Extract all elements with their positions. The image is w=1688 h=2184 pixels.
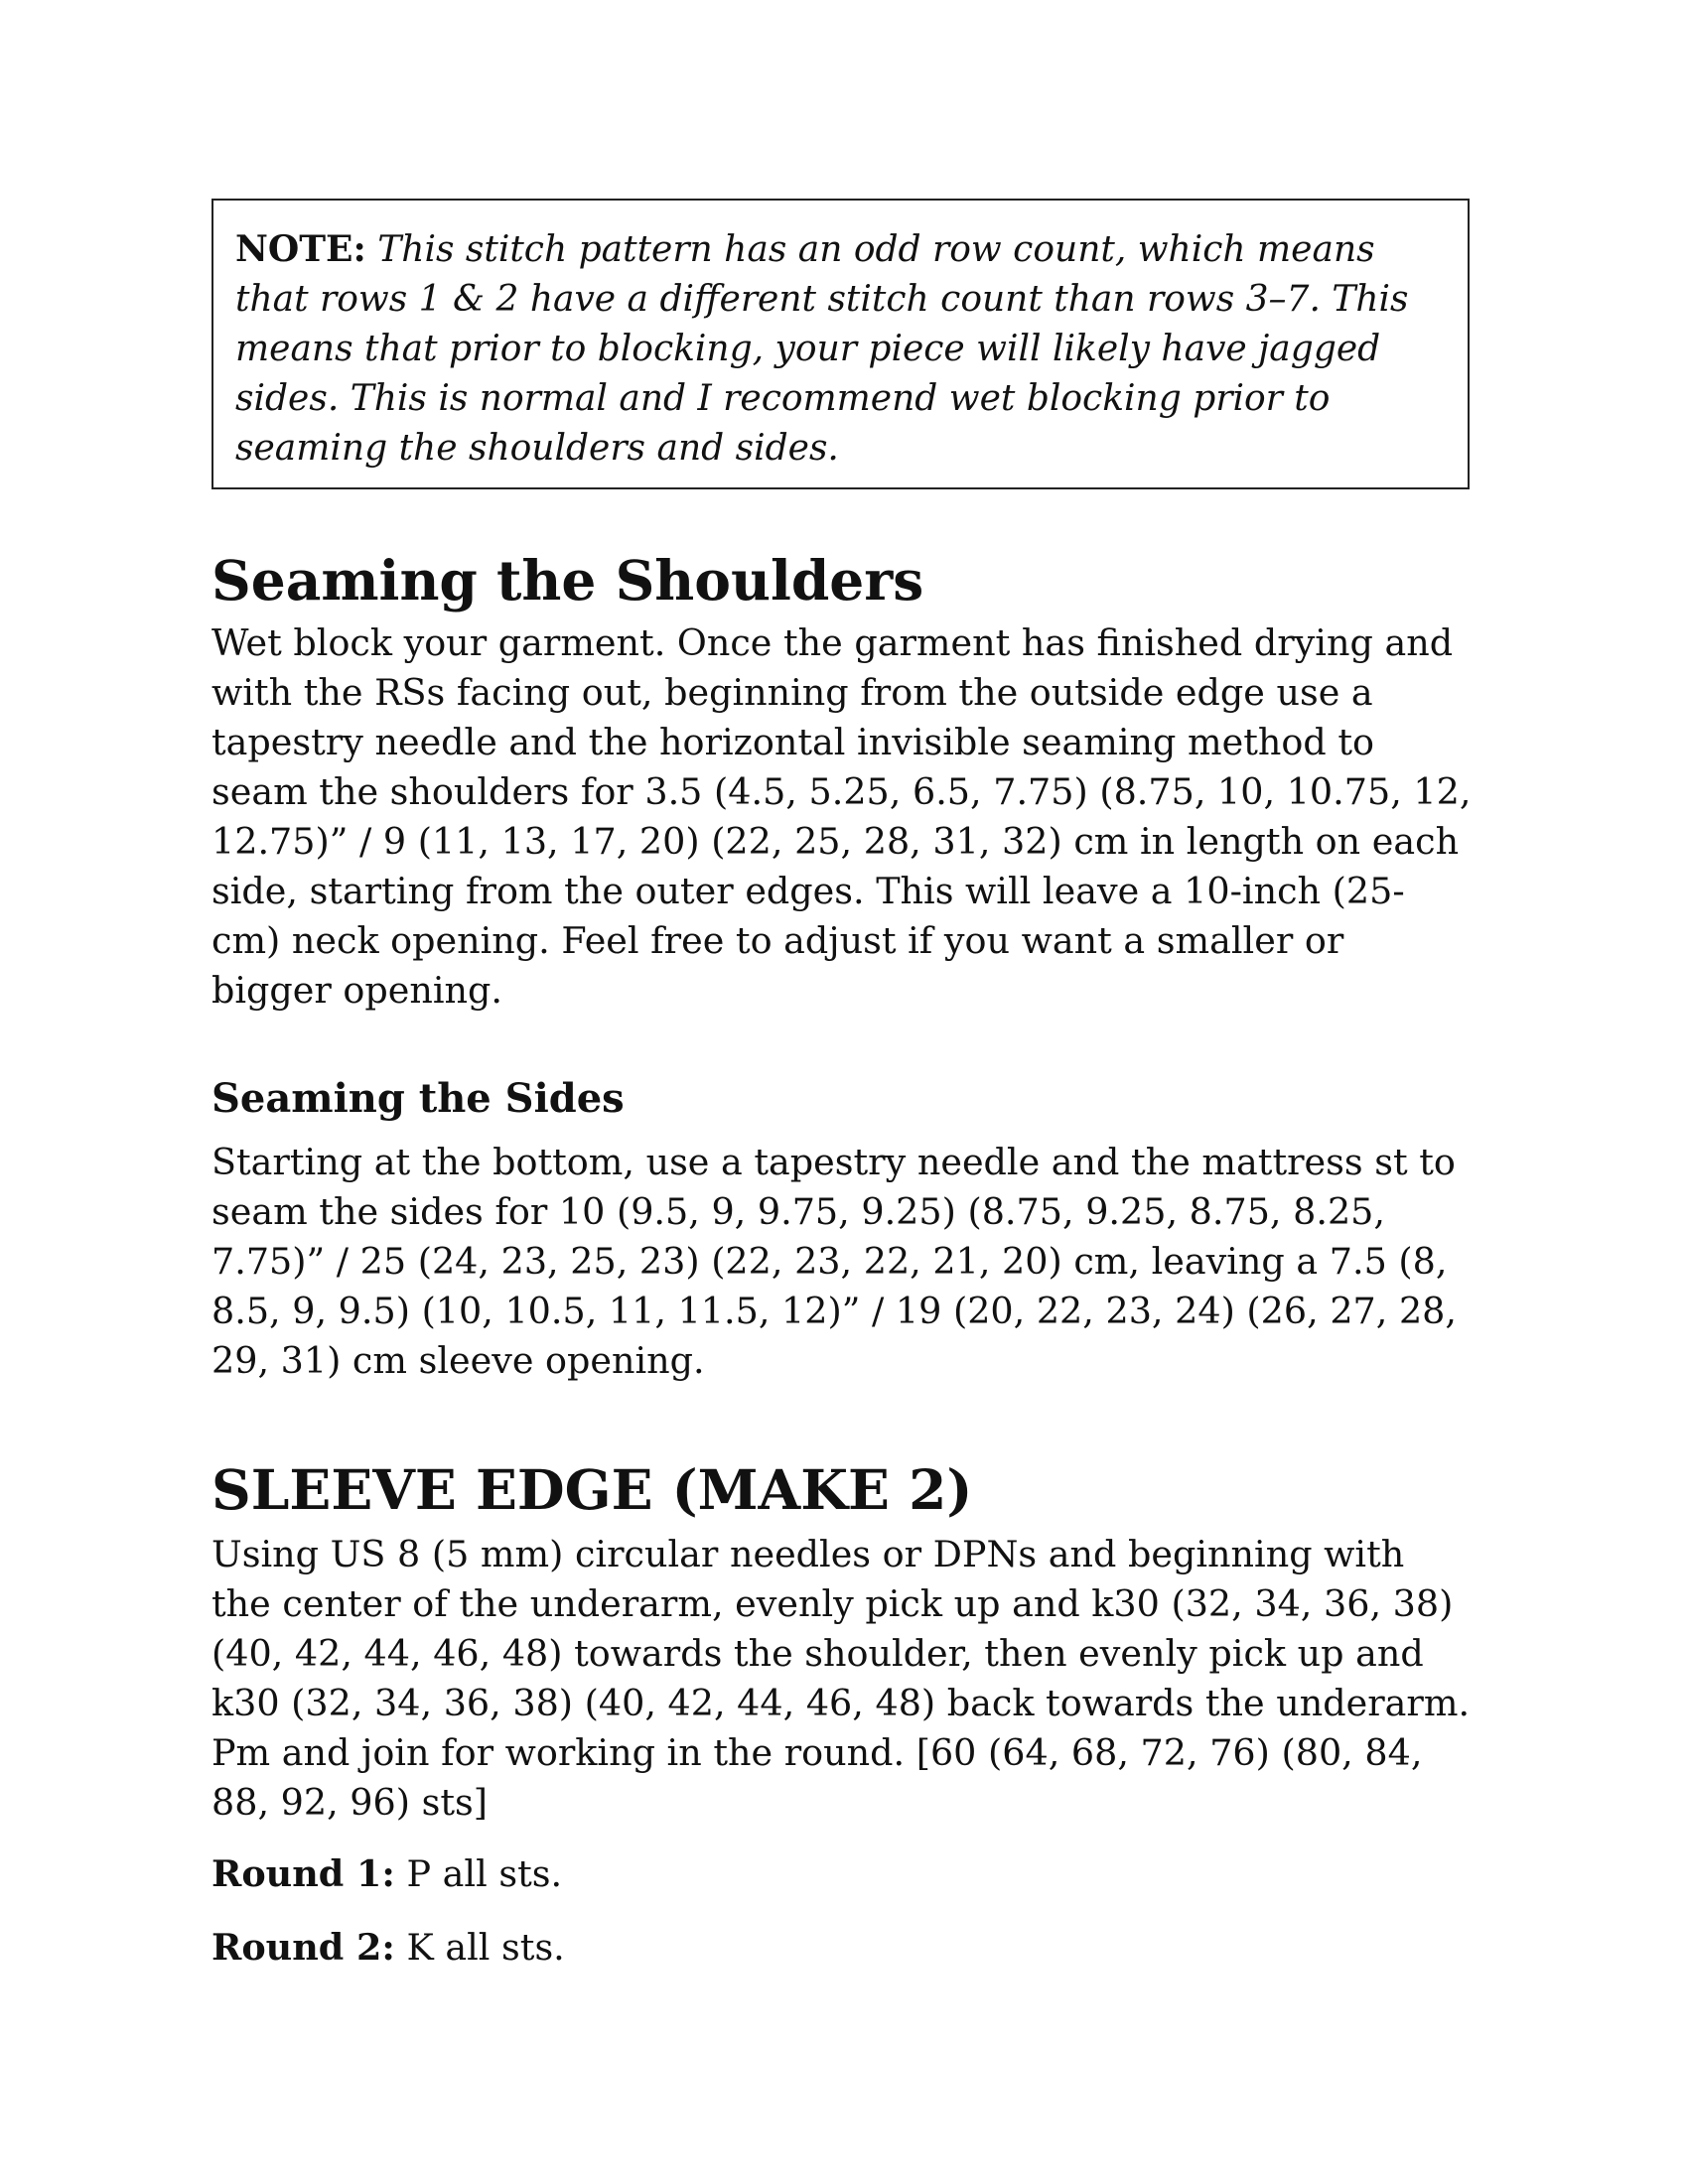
sleeve-edge-heading: SLEEVE EDGE (MAKE 2) [211,1457,973,1522]
sleeve-edge-body: Using US 8 (5 mm) circular needles or DPNs and beginning with the center of the underarm, evenly pick up and k30 (32, 34, 36, 38) (40, 42, 44, 46, 48) towards the shoulder, then evenly pick up and k30 (32, 34, 36, 38) (40, 42, 44, 46, 48) back towards the underarm. Pm and join for working in the round. [60 (64, 68, 72, 76) (80, 84, 88, 92, 96) sts] [211,1533,1471,1824]
note-label: NOTE: [235,228,366,270]
note-box [211,199,1470,489]
round-1-instruction [211,1849,1473,1899]
seaming-shoulders-body: Wet block your garment. Once the garment has finished drying and with the RSs facing out, beginning from the outside edge use a tapestry needle and the horizontal invisible seaming method to seam the shoulders for 3.5 (4.5, 5.25, 6.5, 7.75) (8.75, 10, 10.75, 12, 12.75)” / 9 (11, 13, 17, 20) (22, 25, 28, 31, 32) cm in length on each side, starting from the outer edges. This will leave a 10-inch (25-cm) neck opening. Feel free to adjust if you want a smaller or bigger opening. [211,621,1472,1012]
round-1-text: P all sts. [406,1852,563,1895]
round-2-label: Round 2: [211,1926,395,1969]
sleeve-edge-section [211,1458,1473,1973]
round-2-instruction [211,1923,1473,1973]
seaming-sides-section [211,1074,1473,1386]
seaming-shoulders-section [211,549,1473,1016]
round-2-text: K all sts. [406,1926,565,1969]
note-text: This stitch pattern has an odd row count, which means that rows 1 & 2 have a different stitch count than rows 3–7. This means that prior to blocking, your piece will likely have jagged sides. This is normal and I recommend wet blocking prior to seaming the shoulders and sides. [235,229,1409,469]
seaming-shoulders-heading: Seaming the Shoulders [211,548,924,613]
seaming-sides-heading: Seaming the Sides [211,1075,625,1122]
round-1-label: Round 1: [211,1852,395,1895]
seaming-sides-body: Starting at the bottom, use a tapestry needle and the mattress st to seam the sides for 10 (9.5, 9, 9.75, 9.25) (8.75, 9.25, 8.75, 8.25, 7.75)” / 25 (24, 23, 25, 23) (22, 23, 22, 21, 20) cm, leaving a 7.5 (8, 8.5, 9, 9.5) (10, 10.5, 11, 11.5, 12)” / 19 (20, 22, 23, 24) (26, 27, 28, 29, 31) cm sleeve opening. [211,1141,1458,1382]
